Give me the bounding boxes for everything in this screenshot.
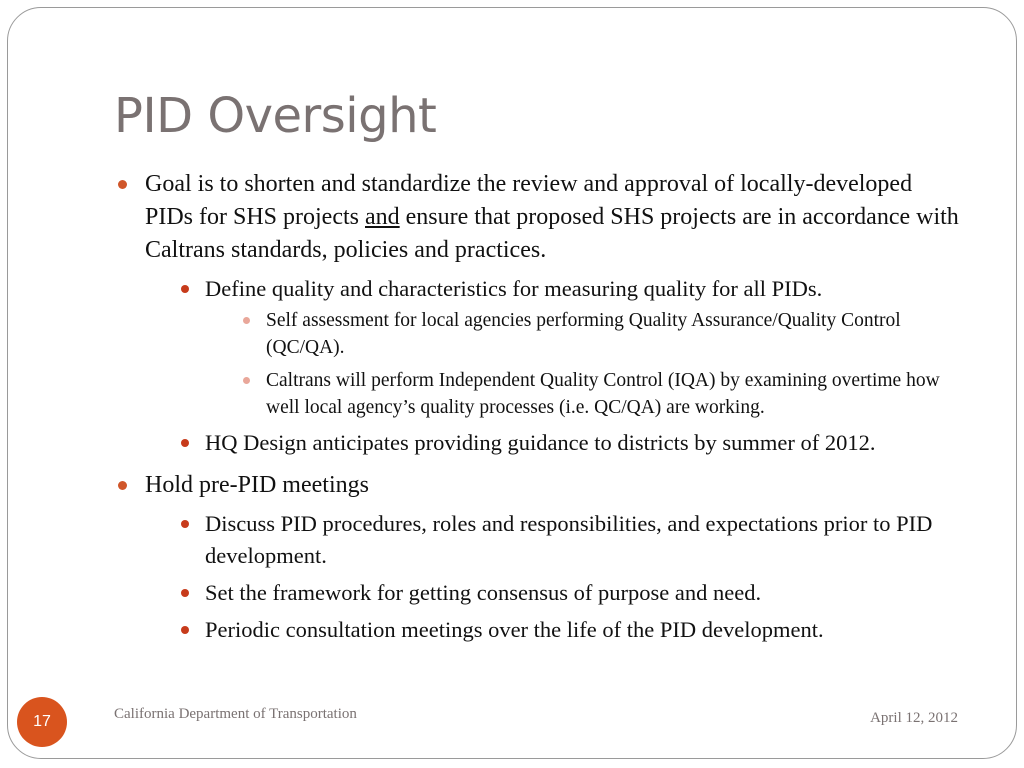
- bullet-dot-icon: [181, 589, 189, 597]
- bullet-dot-icon: [243, 317, 250, 324]
- bullet-dot-icon: [243, 377, 250, 384]
- sub-bullet-define-quality: [175, 273, 964, 421]
- sub-sub-bullet-caltrans-iqa: [235, 367, 964, 421]
- sub-bullet-discuss-procedures: [175, 508, 964, 572]
- sub-bullet-text: HQ Design anticipates providing guidance to districts by summer of 2012.: [205, 430, 876, 455]
- footer-date: April 12, 2012: [870, 710, 958, 726]
- sub-bullet-periodic-consultation: [175, 614, 964, 646]
- sub-bullet-list: [145, 273, 964, 459]
- bullet-list: [114, 168, 964, 646]
- slide-title: PID Oversight: [114, 88, 437, 144]
- bullet-goal-text-before: Goal is to shorten and standardize the review and approval of locally-developed PIDs for SHS projects: [145, 171, 913, 230]
- bullet-dot-icon: [181, 439, 189, 447]
- sub-sub-bullet-text: Self assessment for local agencies performing Quality Assurance/Quality Control (QC/QA).: [266, 310, 901, 358]
- sub-sub-bullet-self-assessment: [235, 307, 964, 361]
- bullet-pre-pid-text: Hold pre-PID meetings: [145, 472, 369, 498]
- bullet-goal: [114, 168, 964, 459]
- bullet-dot-icon: [118, 481, 127, 490]
- bullet-pre-pid-meetings: [114, 469, 964, 646]
- sub-bullet-hq-design: [175, 427, 964, 459]
- sub-bullet-text: Periodic consultation meetings over the life of the PID development.: [205, 617, 824, 642]
- bullet-dot-icon: [181, 285, 189, 293]
- sub-bullet-text: Discuss PID procedures, roles and responsibilities, and expectations prior to PID development.: [205, 511, 933, 568]
- sub-bullet-framework: [175, 577, 964, 609]
- sub-sub-bullet-text: Caltrans will perform Independent Quality Control (IQA) by examining overtime how well local agency’s quality processes (i.e. QC/QA) are working.: [266, 370, 940, 418]
- sub-sub-bullet-list: [205, 307, 964, 421]
- sub-bullet-text: Set the framework for getting consensus of purpose and need.: [205, 580, 762, 605]
- footer-organization: California Department of Transportation: [114, 706, 357, 722]
- sub-bullet-text: Define quality and characteristics for measuring quality for all PIDs.: [205, 276, 823, 301]
- slide-number-badge: 17: [17, 697, 67, 747]
- sub-bullet-list: [145, 508, 964, 646]
- bullet-dot-icon: [181, 626, 189, 634]
- bullet-goal-text-after: ensure that proposed SHS projects are in accordance with Caltrans standards, policies and practices.: [145, 204, 959, 263]
- bullet-dot-icon: [181, 520, 189, 528]
- bullet-dot-icon: [118, 180, 127, 189]
- bullet-goal-text-underlined: and: [365, 204, 400, 230]
- slide-body: [114, 168, 964, 651]
